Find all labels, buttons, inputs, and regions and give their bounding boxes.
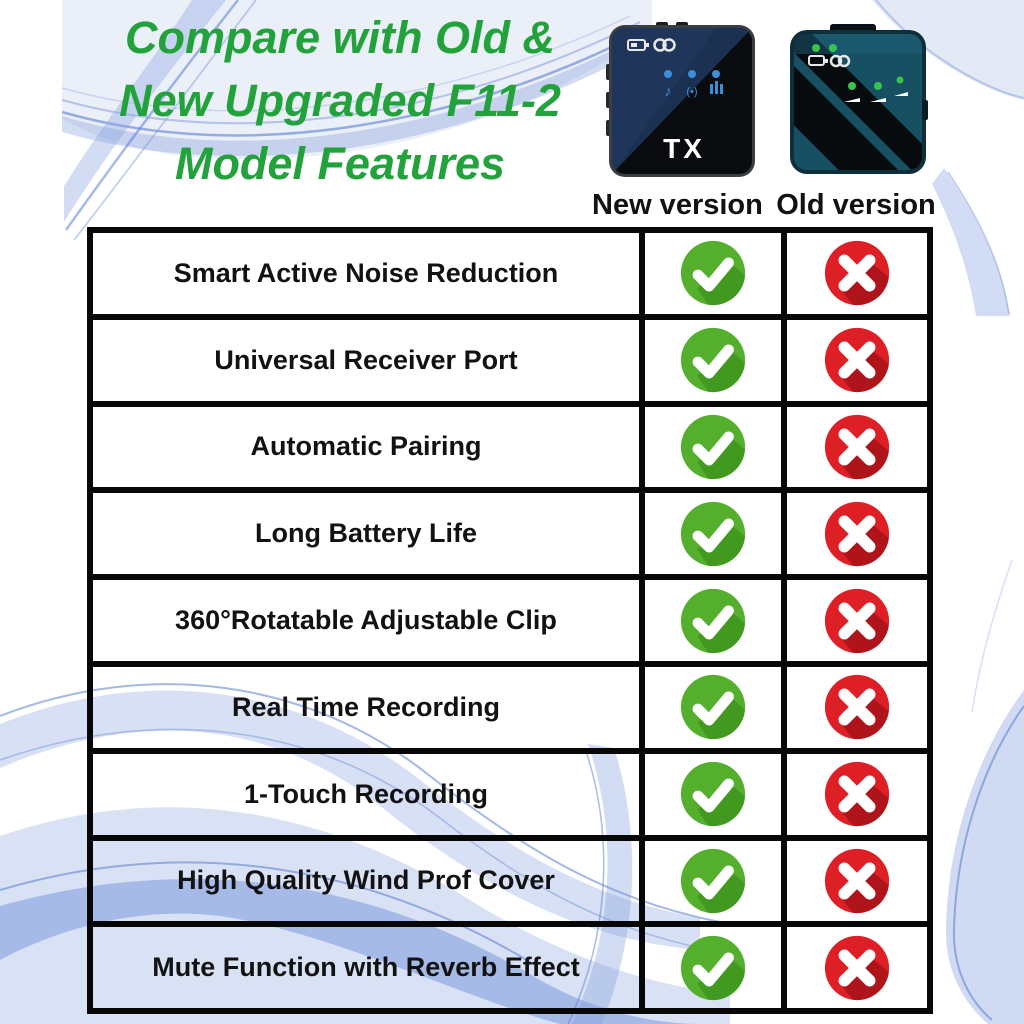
new-version-status-cell bbox=[642, 751, 784, 838]
feature-label-cell bbox=[90, 490, 642, 577]
feature-label-cell bbox=[90, 924, 642, 1011]
new-version-status-cell bbox=[642, 490, 784, 577]
cross-icon bbox=[822, 412, 892, 482]
feature-label: Real Time Recording bbox=[231, 691, 501, 722]
cross-icon bbox=[822, 499, 892, 569]
old-version-status-cell bbox=[784, 838, 930, 925]
old-version-status-cell bbox=[784, 404, 930, 491]
check-icon bbox=[678, 846, 748, 916]
feature-label: 1-Touch Recording bbox=[243, 778, 488, 809]
new-version-status-cell bbox=[642, 838, 784, 925]
old-device-image bbox=[786, 22, 930, 182]
device-screen-label: TX bbox=[663, 133, 705, 164]
check-icon bbox=[678, 759, 748, 829]
old-version-status-cell bbox=[784, 230, 930, 317]
new-version-status-cell bbox=[642, 664, 784, 751]
feature-label: High Quality Wind Prof Cover bbox=[177, 865, 555, 896]
feature-label-cell bbox=[90, 317, 642, 404]
new-version-status-cell bbox=[642, 404, 784, 491]
feature-label: Mute Function with Reverb Effect bbox=[152, 952, 580, 983]
new-version-status-cell bbox=[642, 317, 784, 404]
cross-icon bbox=[822, 846, 892, 916]
cross-icon bbox=[822, 325, 892, 395]
check-icon bbox=[678, 672, 748, 742]
old-version-status-cell bbox=[784, 317, 930, 404]
check-icon bbox=[678, 933, 748, 1003]
old-version-header: Old version bbox=[776, 189, 936, 221]
check-icon bbox=[678, 325, 748, 395]
new-device-image bbox=[606, 20, 758, 184]
old-version-status-cell bbox=[784, 664, 930, 751]
page-title-line-2: New Upgraded F11-2 bbox=[119, 75, 561, 126]
cross-icon bbox=[822, 238, 892, 308]
new-version-status-cell bbox=[642, 577, 784, 664]
feature-label-cell bbox=[90, 404, 642, 491]
feature-label-cell bbox=[90, 751, 642, 838]
feature-label: Smart Active Noise Reduction bbox=[173, 257, 559, 288]
new-version-header: New version bbox=[592, 189, 763, 221]
check-icon bbox=[678, 586, 748, 656]
cross-icon bbox=[822, 672, 892, 742]
feature-label-cell bbox=[90, 838, 642, 925]
comparison-table bbox=[87, 227, 933, 1014]
feature-label: Universal Receiver Port bbox=[214, 344, 518, 375]
new-version-status-cell bbox=[642, 230, 784, 317]
cross-icon bbox=[822, 586, 892, 656]
signal-icon: (•) bbox=[686, 86, 698, 98]
page-title bbox=[100, 6, 580, 195]
feature-label-cell bbox=[90, 230, 642, 317]
music-note-icon: ♪ bbox=[664, 83, 672, 100]
feature-label-cell bbox=[90, 664, 642, 751]
feature-label: 360°Rotatable Adjustable Clip bbox=[175, 605, 557, 636]
feature-label-cell bbox=[90, 577, 642, 664]
page-title-line-3: Model Features bbox=[174, 138, 506, 189]
check-icon bbox=[678, 499, 748, 569]
cross-icon bbox=[822, 759, 892, 829]
old-version-status-cell bbox=[784, 751, 930, 838]
old-version-status-cell bbox=[784, 577, 930, 664]
check-icon bbox=[678, 238, 748, 308]
feature-label: Long Battery Life bbox=[254, 518, 477, 549]
page-title-line-1: Compare with Old & bbox=[124, 12, 556, 63]
feature-label: Automatic Pairing bbox=[250, 431, 482, 462]
old-version-status-cell bbox=[784, 490, 930, 577]
new-version-status-cell bbox=[642, 924, 784, 1011]
check-icon bbox=[678, 412, 748, 482]
cross-icon bbox=[822, 933, 892, 1003]
old-version-status-cell bbox=[784, 924, 930, 1011]
